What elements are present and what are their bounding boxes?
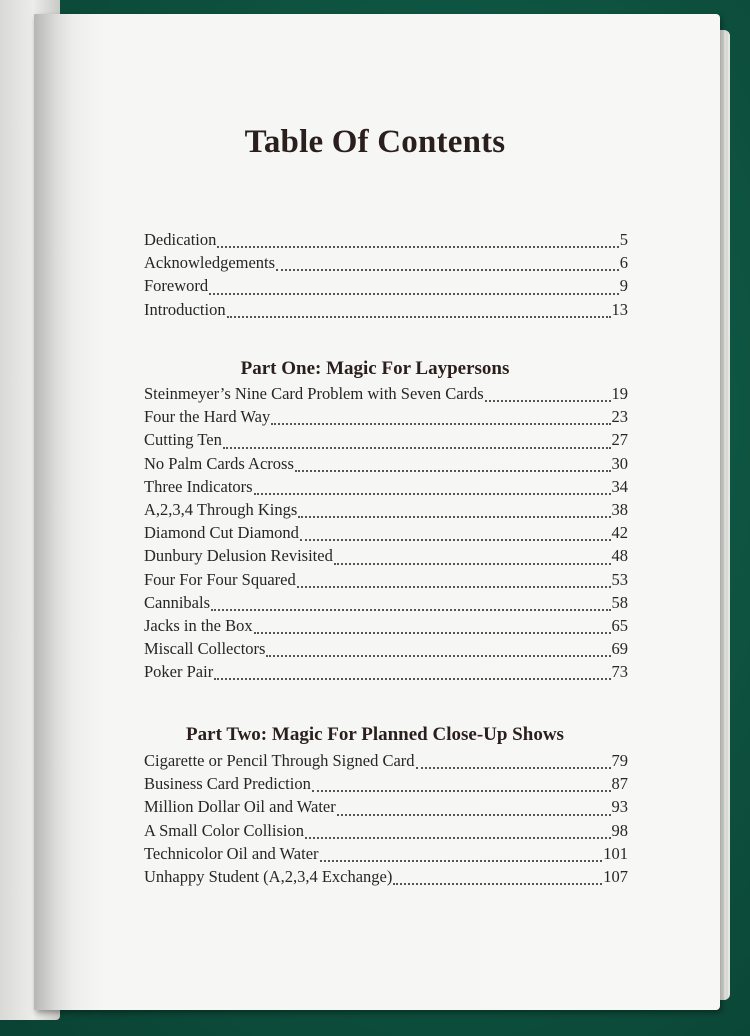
dot-leader [485, 400, 611, 402]
dot-leader [223, 447, 611, 449]
toc-entry-title: Dedication [144, 230, 217, 249]
toc-entry-page-number: 6 [619, 253, 628, 273]
dot-leader [271, 423, 610, 425]
toc-entry [144, 500, 628, 523]
toc-entry-page-number: 23 [611, 407, 628, 427]
dot-leader [276, 269, 619, 271]
toc-entry-page-number: 87 [611, 774, 628, 794]
dot-leader [227, 316, 611, 318]
part-one-heading: Part One: Magic For Laypersons [240, 358, 510, 379]
gutter-shadow [34, 14, 74, 1010]
toc-entry-page-number: 38 [611, 499, 628, 519]
toc-entry [144, 546, 628, 569]
toc-entry [144, 407, 628, 430]
dot-leader [300, 539, 611, 541]
toc-entry-page-number: 107 [603, 866, 628, 886]
dot-leader [211, 609, 611, 611]
toc-entry-title: A,2,3,4 Through Kings [144, 499, 298, 519]
toc-entry-title: Diamond Cut Diamond [144, 523, 299, 543]
dot-leader [254, 493, 611, 495]
dot-leader [305, 837, 611, 839]
toc-entry [144, 662, 628, 685]
toc-part-two [144, 751, 628, 890]
toc-entry-title: Foreword [144, 276, 209, 296]
toc-entry-page-number: 9 [619, 276, 628, 296]
toc-entry [144, 430, 628, 453]
toc-entry-page-number: 65 [611, 615, 628, 635]
dot-leader [266, 655, 610, 657]
toc-entry-page-number: 98 [611, 820, 628, 840]
toc-entry-title: No Palm Cards Across [144, 453, 294, 473]
toc-entry-page-number: 69 [611, 639, 628, 659]
toc-entry-title: Dunbury Delusion Revisited [144, 546, 333, 566]
part-two-heading: Part Two: Magic For Planned Close-Up Shows [186, 724, 564, 745]
toc-entry [144, 867, 628, 890]
toc-entry-title: Jacks in the Box [144, 615, 253, 635]
toc-entry-page-number: 58 [611, 592, 628, 612]
toc-entry-title: Cigarette or Pencil Through Signed Card [144, 751, 415, 770]
toc-entry-page-number: 93 [611, 797, 628, 817]
toc-entry-title: Steinmeyer’s Nine Card Problem with Seven Cards [144, 384, 484, 403]
toc-entry [144, 300, 628, 323]
toc-entry [144, 593, 628, 616]
toc-entry [144, 616, 628, 639]
dot-leader [254, 632, 611, 634]
toc-entry-title: Four For Four Squared [144, 569, 296, 589]
dot-leader [209, 293, 619, 295]
toc-entry [144, 454, 628, 477]
toc-entry-page-number: 101 [603, 843, 628, 863]
toc-entry-title: Unhappy Student (A,2,3,4 Exchange) [144, 866, 393, 886]
toc-entry [144, 384, 628, 407]
toc-entry [144, 797, 628, 820]
toc-front-matter [144, 230, 628, 323]
dot-leader [298, 516, 610, 518]
toc-entry-page-number: 30 [611, 453, 628, 473]
toc-entry [144, 751, 628, 774]
toc-entry-page-number: 79 [611, 751, 628, 770]
toc-part-one [144, 384, 628, 685]
dot-leader [337, 814, 611, 816]
dot-leader [297, 586, 611, 588]
dot-leader [393, 883, 602, 885]
toc-entry [144, 477, 628, 500]
toc-entry-title: Technicolor Oil and Water [144, 843, 319, 863]
dot-leader [334, 563, 611, 565]
dot-leader [295, 470, 611, 472]
toc-entry-page-number: 53 [611, 569, 628, 589]
toc-entry-page-number: 27 [611, 430, 628, 450]
toc-entry [144, 570, 628, 593]
toc-entry-title: Introduction [144, 299, 226, 319]
toc-entry [144, 523, 628, 546]
toc-entry-page-number: 34 [611, 476, 628, 496]
toc-entry-title: Four the Hard Way [144, 407, 271, 427]
toc-entry-title: Three Indicators [144, 476, 253, 496]
toc-entry-page-number: 5 [619, 230, 628, 249]
dot-leader [214, 678, 610, 680]
toc-entry [144, 821, 628, 844]
dot-leader [217, 246, 618, 248]
toc-entry [144, 639, 628, 662]
toc-entry-title: Acknowledgements [144, 253, 276, 273]
toc-entry [144, 774, 628, 797]
dot-leader [320, 860, 603, 862]
toc-entry [144, 230, 628, 253]
toc-entry-page-number: 13 [611, 299, 628, 319]
dot-leader [416, 767, 611, 769]
toc-entry-page-number: 42 [611, 523, 628, 543]
toc-entry [144, 276, 628, 299]
toc-entry [144, 253, 628, 276]
toc-entry-page-number: 48 [611, 546, 628, 566]
toc-entry-title: Million Dollar Oil and Water [144, 797, 336, 817]
toc-entry-title: Business Card Prediction [144, 774, 311, 794]
toc-entry-title: Cannibals [144, 592, 210, 612]
page-title: Table Of Contents [244, 124, 506, 160]
toc-entry [144, 844, 628, 867]
toc-entry-title: Miscall Collectors [144, 639, 266, 659]
toc-entry-page-number: 19 [611, 384, 628, 403]
toc-entry-title: A Small Color Collision [144, 820, 304, 840]
toc-entry-title: Poker Pair [144, 662, 214, 682]
dot-leader [312, 790, 611, 792]
toc-entry-page-number: 73 [611, 662, 628, 682]
toc-entry-title: Cutting Ten [144, 430, 222, 450]
